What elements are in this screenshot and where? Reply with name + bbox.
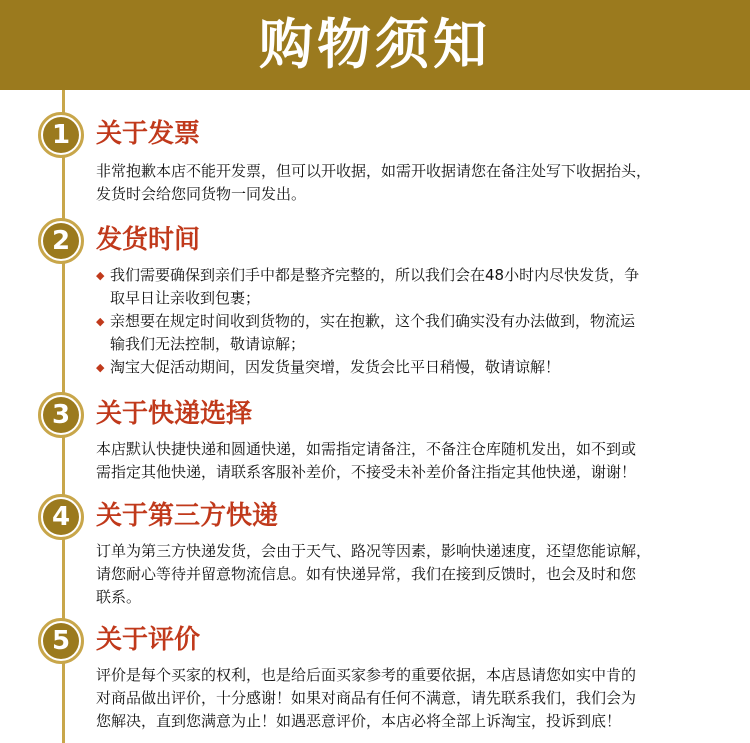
bullet-line: 取早日让亲收到包裹；	[110, 289, 261, 307]
body-line: 需指定其他快递，请联系客服补差价，不接受未补差价备注指定其他快递，谢谢！	[96, 463, 637, 481]
bullet-line: 亲想要在规定时间收到货物的，实在抱歉，这个我们确实没有办法做到，物流运	[110, 312, 636, 330]
number-badge	[38, 392, 84, 438]
number-badge	[38, 618, 84, 664]
body-line: 非常抱歉本店不能开发票，但可以开收据，如需开收据请您在备注处写下收据抬头，	[96, 162, 652, 180]
body-line: 评价是每个买家的权利，也是给后面买家参考的重要依据，本店恳请您如实中肯的	[96, 666, 637, 684]
section-heading: 关于发票	[96, 119, 201, 149]
body-line: 联系。	[96, 588, 142, 606]
number-label: 2	[43, 223, 79, 259]
section-body	[96, 160, 716, 206]
title-banner	[0, 0, 750, 90]
number-badge	[38, 218, 84, 264]
diamond-bullet-icon: ◆	[96, 269, 105, 282]
body-line: 本店默认快捷快递和圆通快递，如需指定请备注，不备注仓库随机发出，如不到或	[96, 440, 637, 458]
section-body	[96, 264, 716, 379]
section-body	[96, 540, 716, 609]
bullet-item	[96, 356, 716, 379]
section-heading: 关于评价	[96, 625, 201, 655]
body-line: 订单为第三方快递发货，会由于天气、路况等因素，影响快递速度，还望您能谅解，	[96, 542, 652, 560]
section-heading: 发货时间	[96, 225, 201, 255]
number-label: 1	[43, 117, 79, 153]
bullet-line: 输我们无法控制，敬请谅解；	[110, 335, 306, 353]
body-line: 对商品做出评价，十分感谢！如果对商品有任何不满意，请先联系我们，我们会为	[96, 689, 637, 707]
body-line: 请您耐心等待并留意物流信息。如有快递异常，我们在接到反馈时，也会及时和您	[96, 565, 637, 583]
page-title: 购物须知	[259, 13, 491, 76]
section-body	[96, 438, 716, 484]
number-label: 5	[43, 623, 79, 659]
section-body	[96, 664, 716, 733]
diamond-bullet-icon: ◆	[96, 315, 105, 328]
bullet-line: 淘宝大促活动期间，因发货量突增，发货会比平日稍慢，敬请谅解！	[110, 358, 561, 376]
body-line: 您解决，直到您满意为止！如遇恶意评价，本店必将全部上诉淘宝，投诉到底！	[96, 712, 622, 730]
body-line: 发货时会给您同货物一同发出。	[96, 185, 307, 203]
bullet-item	[96, 310, 716, 356]
section-heading: 关于第三方快递	[96, 501, 279, 531]
bullet-line: 我们需要确保到亲们手中都是整齐完整的，所以我们会在48小时内尽快发货，争	[110, 266, 640, 284]
section-heading: 关于快递选择	[96, 399, 253, 429]
number-label: 4	[43, 499, 79, 535]
bullet-item	[96, 264, 716, 310]
number-badge	[38, 112, 84, 158]
number-badge	[38, 494, 84, 540]
diamond-bullet-icon: ◆	[96, 361, 105, 374]
number-label: 3	[43, 397, 79, 433]
